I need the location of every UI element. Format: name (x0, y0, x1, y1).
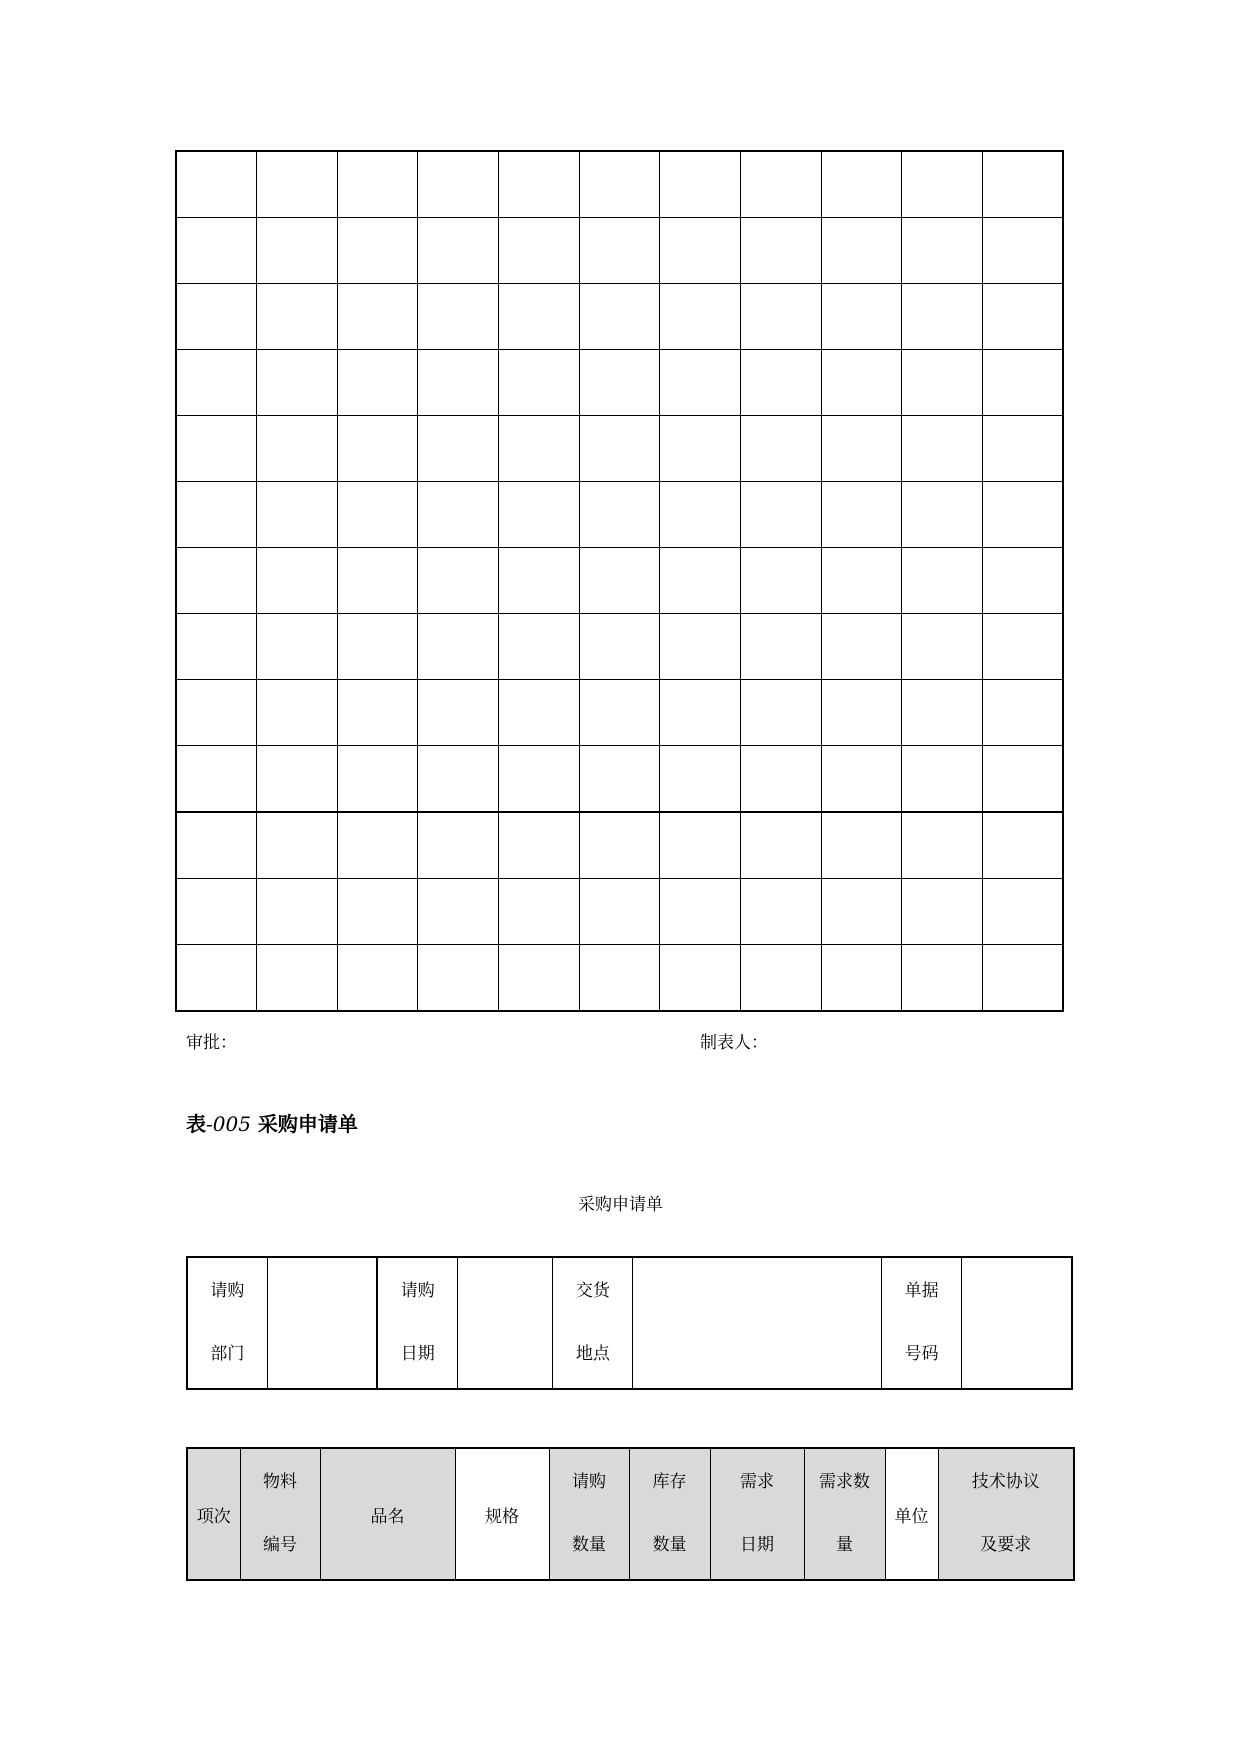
blank-grid-cell[interactable] (982, 548, 1063, 614)
blank-grid-cell[interactable] (257, 812, 338, 879)
col-need-date: 需求 日期 (710, 1448, 804, 1580)
blank-grid-cell[interactable] (579, 151, 660, 218)
blank-grid-cell[interactable] (740, 680, 821, 746)
blank-grid-cell[interactable] (740, 350, 821, 416)
blank-grid-cell[interactable] (660, 614, 741, 680)
blank-grid-cell[interactable] (337, 614, 418, 680)
blank-grid-cell[interactable] (499, 879, 580, 945)
blank-grid-cell[interactable] (418, 746, 499, 813)
doc-number-value-cell[interactable] (962, 1257, 1072, 1389)
approval-label: 审批： (186, 1033, 237, 1053)
blank-grid-cell[interactable] (660, 350, 741, 416)
blank-grid-cell[interactable] (499, 548, 580, 614)
blank-grid-cell[interactable] (176, 218, 257, 284)
col-need-qty: 需求数 量 (804, 1448, 885, 1580)
blank-grid-cell[interactable] (499, 284, 580, 350)
blank-grid-cell[interactable] (740, 746, 821, 813)
blank-grid-cell[interactable] (176, 812, 257, 879)
blank-grid-cell[interactable] (337, 218, 418, 284)
section-title (186, 1108, 358, 1137)
blank-grid-cell[interactable] (176, 482, 257, 548)
blank-grid-cell[interactable] (982, 879, 1063, 945)
blank-grid-cell[interactable] (821, 284, 902, 350)
blank-grid-cell[interactable] (821, 151, 902, 218)
blank-grid-cell[interactable] (740, 284, 821, 350)
blank-grid-cell[interactable] (499, 218, 580, 284)
blank-grid-cell[interactable] (257, 680, 338, 746)
blank-grid-cell[interactable] (337, 879, 418, 945)
blank-grid-cell[interactable] (740, 879, 821, 945)
blank-grid-row (176, 350, 1063, 416)
blank-grid-cell[interactable] (176, 284, 257, 350)
dept-label: 请购 部门 (187, 1257, 267, 1389)
blank-grid-cell[interactable] (337, 482, 418, 548)
blank-grid-cell[interactable] (740, 482, 821, 548)
blank-grid-cell[interactable] (660, 151, 741, 218)
blank-grid-cell[interactable] (902, 614, 983, 680)
blank-grid-cell[interactable] (821, 746, 902, 813)
date-label: 请购 日期 (377, 1257, 457, 1389)
blank-grid-cell[interactable] (579, 812, 660, 879)
blank-grid-cell[interactable] (337, 284, 418, 350)
blank-grid-cell[interactable] (660, 680, 741, 746)
blank-grid-cell[interactable] (660, 548, 741, 614)
blank-grid-row (176, 218, 1063, 284)
blank-grid-cell[interactable] (902, 482, 983, 548)
blank-grid-cell[interactable] (499, 680, 580, 746)
blank-grid-cell[interactable] (499, 746, 580, 813)
delivery-location-label: 交货 地点 (553, 1257, 633, 1389)
blank-grid-cell[interactable] (337, 548, 418, 614)
blank-grid-cell[interactable] (176, 614, 257, 680)
blank-grid-cell[interactable] (579, 945, 660, 1012)
blank-grid-cell[interactable] (821, 548, 902, 614)
blank-grid-row (176, 151, 1063, 218)
blank-grid-cell[interactable] (821, 945, 902, 1012)
blank-grid-row (176, 746, 1063, 813)
blank-grid-cell[interactable] (660, 879, 741, 945)
blank-grid-cell[interactable] (902, 680, 983, 746)
blank-grid-cell[interactable] (902, 548, 983, 614)
col-request-qty: 请购 数量 (549, 1448, 629, 1580)
blank-grid-cell[interactable] (740, 151, 821, 218)
blank-grid-cell[interactable] (418, 218, 499, 284)
blank-grid-cell[interactable] (660, 812, 741, 879)
blank-grid-cell[interactable] (499, 945, 580, 1012)
blank-grid-cell[interactable] (902, 879, 983, 945)
blank-grid-cell[interactable] (176, 746, 257, 813)
blank-grid-cell[interactable] (579, 614, 660, 680)
blank-grid-cell[interactable] (740, 945, 821, 1012)
blank-grid-cell[interactable] (902, 284, 983, 350)
blank-grid-cell[interactable] (821, 350, 902, 416)
blank-grid-row (176, 614, 1063, 680)
blank-grid-cell[interactable] (579, 746, 660, 813)
blank-grid-cell[interactable] (257, 879, 338, 945)
blank-grid-cell[interactable] (176, 350, 257, 416)
date-value-cell[interactable] (458, 1257, 553, 1389)
col-item-no: 项次 (187, 1448, 240, 1580)
blank-grid-cell[interactable] (337, 812, 418, 879)
blank-grid-cell[interactable] (740, 548, 821, 614)
blank-grid-cell[interactable] (740, 416, 821, 482)
blank-grid-row (176, 945, 1063, 1012)
blank-grid-cell[interactable] (418, 416, 499, 482)
col-material-code: 物料 编号 (240, 1448, 320, 1580)
blank-grid-cell[interactable] (337, 416, 418, 482)
blank-grid-cell[interactable] (660, 746, 741, 813)
blank-grid-cell[interactable] (418, 284, 499, 350)
blank-grid-cell[interactable] (418, 812, 499, 879)
blank-grid-cell[interactable] (982, 482, 1063, 548)
blank-grid-cell[interactable] (579, 284, 660, 350)
blank-grid-cell[interactable] (821, 812, 902, 879)
blank-grid-cell[interactable] (257, 218, 338, 284)
blank-grid-cell[interactable] (176, 680, 257, 746)
blank-grid-cell[interactable] (821, 614, 902, 680)
blank-grid-cell[interactable] (418, 879, 499, 945)
blank-grid-cell[interactable] (660, 482, 741, 548)
blank-grid-cell[interactable] (257, 151, 338, 218)
blank-grid-cell[interactable] (982, 746, 1063, 813)
blank-grid-cell[interactable] (660, 218, 741, 284)
blank-grid-cell[interactable] (176, 548, 257, 614)
blank-grid-cell[interactable] (660, 284, 741, 350)
blank-grid-cell[interactable] (821, 482, 902, 548)
blank-grid-cell[interactable] (982, 812, 1063, 879)
blank-grid-cell[interactable] (982, 151, 1063, 218)
blank-grid-cell[interactable] (579, 548, 660, 614)
blank-grid-cell[interactable] (740, 218, 821, 284)
blank-grid-cell[interactable] (337, 945, 418, 1012)
blank-grid-cell[interactable] (176, 945, 257, 1012)
blank-grid-cell[interactable] (499, 614, 580, 680)
blank-grid-cell[interactable] (499, 482, 580, 548)
blank-grid-cell[interactable] (660, 945, 741, 1012)
blank-grid-cell[interactable] (418, 151, 499, 218)
blank-grid-cell[interactable] (257, 416, 338, 482)
blank-grid-cell[interactable] (257, 482, 338, 548)
blank-grid-cell[interactable] (418, 548, 499, 614)
items-header-table (186, 1447, 1075, 1581)
blank-grid-cell[interactable] (821, 879, 902, 945)
blank-grid-cell[interactable] (902, 350, 983, 416)
blank-grid-cell[interactable] (902, 812, 983, 879)
section-number: -005 (206, 1112, 251, 1136)
blank-grid-cell[interactable] (740, 812, 821, 879)
blank-grid-cell[interactable] (257, 284, 338, 350)
request-info-table (186, 1256, 1073, 1390)
blank-grid-cell[interactable] (257, 746, 338, 813)
form-title: 采购申请单 (578, 1195, 663, 1215)
blank-grid-cell[interactable] (499, 151, 580, 218)
blank-grid-cell[interactable] (337, 151, 418, 218)
blank-grid-cell[interactable] (418, 350, 499, 416)
blank-grid-row (176, 812, 1063, 879)
blank-grid-cell[interactable] (337, 680, 418, 746)
section-prefix: 表 (186, 1112, 206, 1136)
blank-grid-cell[interactable] (579, 482, 660, 548)
col-product-name: 品名 (320, 1448, 455, 1580)
section-name: 采购申请单 (257, 1112, 358, 1136)
blank-grid-cell[interactable] (579, 879, 660, 945)
blank-grid-cell[interactable] (902, 416, 983, 482)
blank-grid-cell[interactable] (176, 879, 257, 945)
blank-grid-cell[interactable] (821, 218, 902, 284)
blank-grid-cell[interactable] (257, 548, 338, 614)
blank-grid-cell[interactable] (982, 284, 1063, 350)
blank-grid-row (176, 548, 1063, 614)
blank-grid-cell[interactable] (821, 680, 902, 746)
col-tech-requirements: 技术协议 及要求 (938, 1448, 1074, 1580)
blank-grid-cell[interactable] (257, 350, 338, 416)
blank-grid-row (176, 284, 1063, 350)
blank-grid-cell[interactable] (337, 350, 418, 416)
blank-grid-cell[interactable] (176, 416, 257, 482)
col-unit: 单位 (885, 1448, 938, 1580)
blank-grid-cell[interactable] (902, 218, 983, 284)
blank-grid-cell[interactable] (499, 416, 580, 482)
blank-grid-cell[interactable] (257, 945, 338, 1012)
blank-grid-table (175, 150, 1064, 1012)
blank-grid-cell[interactable] (418, 614, 499, 680)
blank-grid-cell[interactable] (982, 350, 1063, 416)
blank-grid-cell[interactable] (499, 350, 580, 416)
blank-grid-cell[interactable] (821, 416, 902, 482)
blank-grid-row (176, 482, 1063, 548)
blank-grid-row (176, 879, 1063, 945)
blank-grid-cell[interactable] (257, 614, 338, 680)
preparer-label: 制表人： (700, 1033, 768, 1053)
blank-grid-cell[interactable] (176, 151, 257, 218)
doc-number-label: 单据 号码 (882, 1257, 962, 1389)
blank-grid-cell[interactable] (579, 680, 660, 746)
blank-grid-row (176, 680, 1063, 746)
blank-grid-cell[interactable] (579, 416, 660, 482)
blank-grid-cell[interactable] (418, 482, 499, 548)
blank-grid-cell[interactable] (902, 746, 983, 813)
blank-grid-cell[interactable] (982, 218, 1063, 284)
blank-grid-cell[interactable] (982, 680, 1063, 746)
blank-grid-cell[interactable] (660, 416, 741, 482)
blank-grid-cell[interactable] (579, 218, 660, 284)
blank-grid-cell[interactable] (902, 151, 983, 218)
blank-grid-cell[interactable] (337, 746, 418, 813)
blank-grid-cell[interactable] (579, 350, 660, 416)
blank-grid-cell[interactable] (902, 945, 983, 1012)
blank-grid-cell[interactable] (982, 416, 1063, 482)
blank-grid-cell[interactable] (499, 812, 580, 879)
blank-grid-cell[interactable] (982, 945, 1063, 1012)
blank-grid-row (176, 416, 1063, 482)
blank-grid-cell[interactable] (982, 614, 1063, 680)
col-spec: 规格 (455, 1448, 549, 1580)
blank-grid-cell[interactable] (740, 614, 821, 680)
blank-grid-cell[interactable] (418, 945, 499, 1012)
delivery-location-value-cell[interactable] (633, 1257, 882, 1389)
col-stock-qty: 库存 数量 (629, 1448, 710, 1580)
blank-grid-cell[interactable] (418, 680, 499, 746)
dept-value-cell[interactable] (267, 1257, 377, 1389)
